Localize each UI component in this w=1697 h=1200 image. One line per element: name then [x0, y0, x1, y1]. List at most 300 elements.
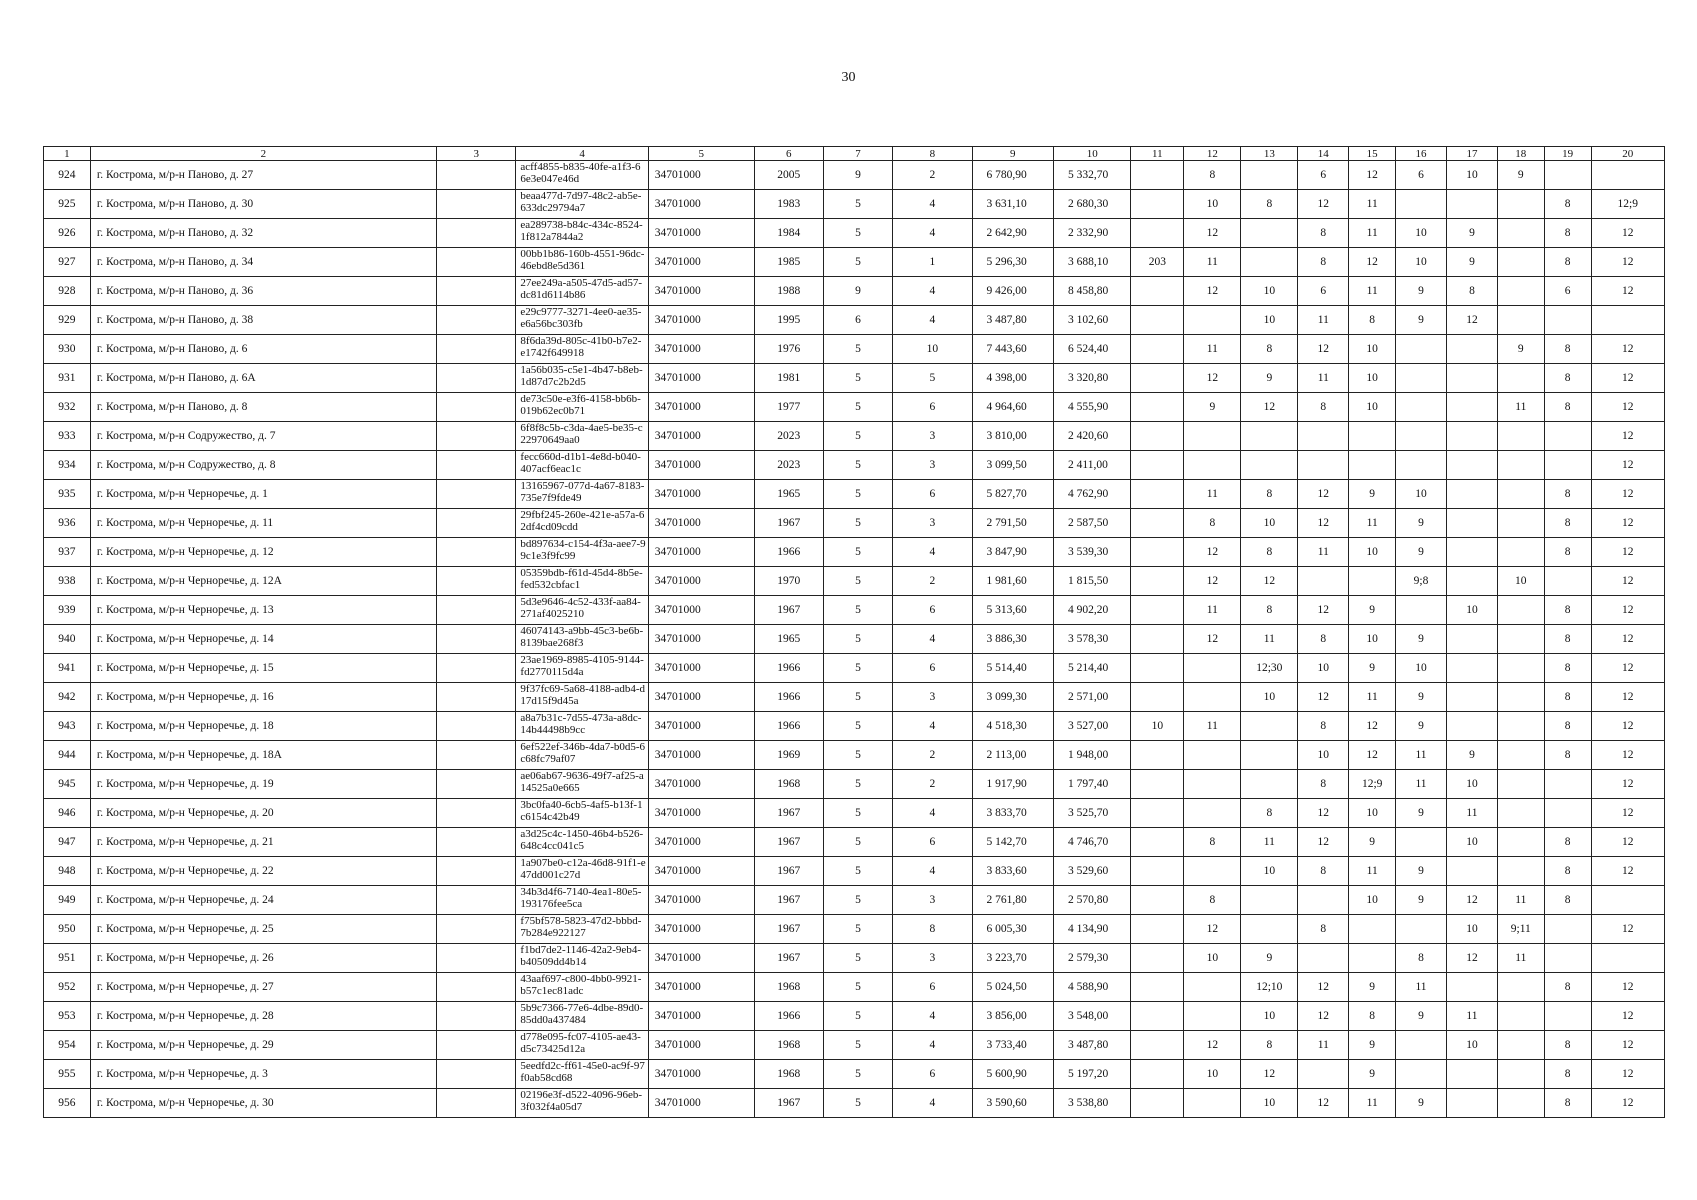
table-cell: 11	[1349, 219, 1396, 248]
table-cell	[1131, 190, 1184, 219]
table-cell: 946	[44, 799, 91, 828]
table-cell	[1497, 190, 1544, 219]
table-row	[44, 770, 1665, 799]
table-cell: 2 761,80	[972, 886, 1053, 915]
table-cell: г. Кострома, м/р-н Черноречье, д. 27	[90, 973, 436, 1002]
table-cell	[1591, 306, 1664, 335]
table-row	[44, 741, 1665, 770]
table-cell: 9	[1396, 509, 1447, 538]
table-cell: 8	[1544, 973, 1591, 1002]
table-cell: 5	[823, 712, 892, 741]
table-cell: 34701000	[648, 509, 754, 538]
table-cell	[1241, 161, 1298, 190]
table-cell	[1131, 335, 1184, 364]
table-cell: 9	[1396, 799, 1447, 828]
table-cell	[437, 393, 516, 422]
table-cell: 10	[1241, 509, 1298, 538]
table-cell: 8	[1544, 190, 1591, 219]
table-cell: 948	[44, 857, 91, 886]
table-cell: 8	[1241, 1031, 1298, 1060]
table-cell	[437, 1002, 516, 1031]
table-cell: 939	[44, 596, 91, 625]
table-cell: 2 571,00	[1054, 683, 1131, 712]
table-cell: г. Кострома, м/р-н Паново, д. 32	[90, 219, 436, 248]
table-cell: 12	[1184, 625, 1241, 654]
table-cell: 1967	[754, 944, 823, 973]
table-cell: 3 538,80	[1054, 1089, 1131, 1118]
column-header: 13	[1241, 147, 1298, 161]
table-cell: 12	[1591, 509, 1664, 538]
table-cell	[1298, 422, 1349, 451]
table-cell: 6ef522ef-346b-4da7-b0d5-6c68fc79af07	[516, 741, 648, 770]
table-cell: 12	[1184, 567, 1241, 596]
table-cell: 11	[1241, 828, 1298, 857]
table-cell	[1497, 1089, 1544, 1118]
table-cell	[437, 538, 516, 567]
table-cell	[1131, 306, 1184, 335]
table-cell: 5	[893, 364, 972, 393]
table-cell: 2 113,00	[972, 741, 1053, 770]
table-cell: 2005	[754, 161, 823, 190]
table-cell	[1591, 944, 1664, 973]
table-cell	[1497, 219, 1544, 248]
table-cell: 3 487,80	[972, 306, 1053, 335]
table-cell: 928	[44, 277, 91, 306]
table-cell	[1131, 451, 1184, 480]
table-cell	[437, 857, 516, 886]
table-cell: 8	[1544, 1089, 1591, 1118]
table-cell: 34701000	[648, 944, 754, 973]
table-cell	[1446, 335, 1497, 364]
table-cell: 1966	[754, 683, 823, 712]
table-cell: 1965	[754, 480, 823, 509]
table-cell: 5	[823, 944, 892, 973]
table-row	[44, 422, 1665, 451]
table-cell: 1a907be0-c12a-46d8-91f1-e47dd001c27d	[516, 857, 648, 886]
table-cell: 10	[1131, 712, 1184, 741]
table-cell	[1544, 915, 1591, 944]
table-cell: 5	[823, 1060, 892, 1089]
table-cell: 10	[1349, 364, 1396, 393]
table-cell: 2 791,50	[972, 509, 1053, 538]
table-cell: 5	[823, 393, 892, 422]
table-cell: 12	[1591, 828, 1664, 857]
table-cell: 10	[1446, 596, 1497, 625]
table-cell: 8	[1298, 915, 1349, 944]
table-cell: 12	[1591, 277, 1664, 306]
table-cell: 11	[1241, 625, 1298, 654]
table-cell: 5 296,30	[972, 248, 1053, 277]
table-cell: 12	[1591, 799, 1664, 828]
column-header: 5	[648, 147, 754, 161]
table-cell: 5eedfd2c-ff61-45e0-ac9f-97f0ab58cd68	[516, 1060, 648, 1089]
table-cell: 5	[823, 973, 892, 1002]
table-row	[44, 683, 1665, 712]
table-cell: 3 733,40	[972, 1031, 1053, 1060]
table-cell: 12	[1591, 596, 1664, 625]
table-cell: 9	[1497, 335, 1544, 364]
table-cell: 8	[1544, 596, 1591, 625]
table-cell: 8	[1544, 335, 1591, 364]
table-row	[44, 364, 1665, 393]
table-cell: 12	[1591, 422, 1664, 451]
table-cell: 5 214,40	[1054, 654, 1131, 683]
table-cell: 10	[1184, 944, 1241, 973]
table-cell: 1967	[754, 857, 823, 886]
table-cell: 34701000	[648, 886, 754, 915]
table-cell	[1131, 567, 1184, 596]
table-cell: 12	[1591, 248, 1664, 277]
table-cell: 8	[1349, 1002, 1396, 1031]
table-cell	[1396, 451, 1447, 480]
table-cell: 11	[1184, 335, 1241, 364]
table-cell: ae06ab67-9636-49f7-af25-a14525a0e665	[516, 770, 648, 799]
table-cell: 6	[893, 654, 972, 683]
table-cell: 6	[1298, 277, 1349, 306]
table-cell: 12	[1446, 886, 1497, 915]
table-cell	[1298, 886, 1349, 915]
column-header: 2	[90, 147, 436, 161]
table-cell: 34701000	[648, 335, 754, 364]
table-cell: 10	[1349, 799, 1396, 828]
table-cell: 12	[1349, 712, 1396, 741]
table-cell	[1241, 770, 1298, 799]
table-cell: г. Кострома, м/р-н Черноречье, д. 18А	[90, 741, 436, 770]
table-cell	[1497, 306, 1544, 335]
table-row	[44, 509, 1665, 538]
column-header: 15	[1349, 147, 1396, 161]
table-cell: 11	[1184, 248, 1241, 277]
table-cell: 10	[1241, 683, 1298, 712]
table-cell	[1446, 683, 1497, 712]
table-cell: 10	[1241, 1002, 1298, 1031]
table-cell: 34701000	[648, 393, 754, 422]
table-row	[44, 654, 1665, 683]
table-cell	[437, 828, 516, 857]
table-cell	[1497, 451, 1544, 480]
table-cell	[437, 799, 516, 828]
table-cell: 8	[1298, 712, 1349, 741]
table-cell	[437, 625, 516, 654]
table-row	[44, 451, 1665, 480]
table-cell: 9	[1241, 364, 1298, 393]
table-cell	[1298, 567, 1349, 596]
table-cell: 9	[1349, 973, 1396, 1002]
table-cell	[1131, 915, 1184, 944]
table-cell: 4	[893, 219, 972, 248]
table-cell: 4	[893, 625, 972, 654]
table-cell: 12	[1241, 1060, 1298, 1089]
table-cell	[1184, 973, 1241, 1002]
table-row	[44, 567, 1665, 596]
table-row	[44, 886, 1665, 915]
table-cell: 13165967-077d-4a67-8183-735e7f9fde49	[516, 480, 648, 509]
table-cell: fecc660d-d1b1-4e8d-b040-407acf6eac1c	[516, 451, 648, 480]
table-cell: 5	[823, 335, 892, 364]
table-cell: 43aaf697-c800-4bb0-9921-b57c1ec81adc	[516, 973, 648, 1002]
table-cell: 1966	[754, 538, 823, 567]
table-cell: 949	[44, 886, 91, 915]
table-cell: 12	[1591, 393, 1664, 422]
table-cell	[1396, 393, 1447, 422]
table-cell	[1131, 770, 1184, 799]
table-row	[44, 306, 1665, 335]
table-cell	[437, 741, 516, 770]
table-cell: 3 487,80	[1054, 1031, 1131, 1060]
table-cell: 5	[823, 364, 892, 393]
table-cell	[1446, 857, 1497, 886]
table-cell: г. Кострома, м/р-н Черноречье, д. 12	[90, 538, 436, 567]
column-header: 17	[1446, 147, 1497, 161]
table-cell	[1497, 1060, 1544, 1089]
table-cell: г. Кострома, м/р-н Черноречье, д. 22	[90, 857, 436, 886]
table-cell	[1131, 538, 1184, 567]
table-cell	[1497, 683, 1544, 712]
table-cell: d778e095-fc07-4105-ae43-d5c73425d12a	[516, 1031, 648, 1060]
table-cell: 11	[1446, 1002, 1497, 1031]
table-cell	[1131, 828, 1184, 857]
table-cell: 34701000	[648, 306, 754, 335]
table-cell: 8	[1544, 248, 1591, 277]
table-cell: 4 964,60	[972, 393, 1053, 422]
table-cell: 9	[1396, 857, 1447, 886]
table-cell: 2 680,30	[1054, 190, 1131, 219]
table-row	[44, 1060, 1665, 1089]
table-cell: 951	[44, 944, 91, 973]
table-cell: г. Кострома, м/р-н Черноречье, д. 28	[90, 1002, 436, 1031]
table-cell: 1965	[754, 625, 823, 654]
table-cell: 27ee249a-a505-47d5-ad57-dc81d6114b86	[516, 277, 648, 306]
table-cell	[1544, 306, 1591, 335]
table-cell: 11	[1497, 944, 1544, 973]
table-cell	[1446, 654, 1497, 683]
table-cell: 6	[893, 1060, 972, 1089]
table-cell	[1396, 915, 1447, 944]
table-cell: 3 590,60	[972, 1089, 1053, 1118]
table-cell: ea289738-b84c-434c-8524-1f812a7844a2	[516, 219, 648, 248]
table-cell: 5 024,50	[972, 973, 1053, 1002]
table-cell: г. Кострома, м/р-н Черноречье, д. 14	[90, 625, 436, 654]
table-cell	[1184, 741, 1241, 770]
table-cell: 9	[1349, 596, 1396, 625]
table-cell	[437, 335, 516, 364]
table-cell: 1967	[754, 828, 823, 857]
table-row	[44, 480, 1665, 509]
table-cell	[1184, 422, 1241, 451]
table-cell	[1184, 683, 1241, 712]
table-cell: de73c50e-e3f6-4158-bb6b-019b62ec0b71	[516, 393, 648, 422]
table-cell: e29c9777-3271-4ee0-ae35-e6a56bc303fb	[516, 306, 648, 335]
table-body	[44, 161, 1665, 1118]
table-row	[44, 1089, 1665, 1118]
table-cell: 11	[1349, 190, 1396, 219]
table-cell: 934	[44, 451, 91, 480]
table-cell: 3bc0fa40-6cb5-4af5-b13f-1c6154c42b49	[516, 799, 648, 828]
table-row	[44, 596, 1665, 625]
table-cell: 34701000	[648, 422, 754, 451]
table-cell	[1184, 1089, 1241, 1118]
table-cell: 10	[1298, 741, 1349, 770]
table-row	[44, 828, 1665, 857]
table-cell: г. Кострома, м/р-н Черноречье, д. 11	[90, 509, 436, 538]
table-cell: 29fbf245-260e-421e-a57a-62df4cd09cdd	[516, 509, 648, 538]
table-cell	[437, 973, 516, 1002]
table-cell: 2 579,30	[1054, 944, 1131, 973]
table-cell: 34701000	[648, 712, 754, 741]
column-header: 12	[1184, 147, 1241, 161]
table-cell: bd897634-c154-4f3a-aee7-99c1e3f9fc99	[516, 538, 648, 567]
table-cell: 4 902,20	[1054, 596, 1131, 625]
table-cell: 12	[1591, 480, 1664, 509]
table-cell: 4	[893, 306, 972, 335]
table-cell: 1984	[754, 219, 823, 248]
table-cell: 34701000	[648, 683, 754, 712]
table-cell: г. Кострома, м/р-н Содружество, д. 8	[90, 451, 436, 480]
table-cell: 10	[1446, 161, 1497, 190]
table-cell: г. Кострома, м/р-н Содружество, д. 7	[90, 422, 436, 451]
table-cell: 8	[1544, 1060, 1591, 1089]
table-cell: 5	[823, 451, 892, 480]
column-header: 14	[1298, 147, 1349, 161]
table-cell: 34701000	[648, 277, 754, 306]
table-cell	[437, 364, 516, 393]
table-cell: 4	[893, 1089, 972, 1118]
table-cell: 34b3d4f6-7140-4ea1-80e5-193176fee5ca	[516, 886, 648, 915]
table-cell: 10	[1396, 480, 1447, 509]
table-cell: 5 514,40	[972, 654, 1053, 683]
table-cell: 8	[1241, 190, 1298, 219]
table-cell	[1446, 625, 1497, 654]
table-cell: 8	[1544, 828, 1591, 857]
table-cell: 9	[1396, 712, 1447, 741]
table-cell: 8	[1544, 886, 1591, 915]
table-cell: г. Кострома, м/р-н Черноречье, д. 16	[90, 683, 436, 712]
table-cell: 12	[1591, 625, 1664, 654]
table-cell: 3 810,00	[972, 422, 1053, 451]
table-cell: 4 555,90	[1054, 393, 1131, 422]
table-cell: 1967	[754, 886, 823, 915]
table-row	[44, 857, 1665, 886]
table-cell	[1396, 364, 1447, 393]
table-cell	[437, 683, 516, 712]
table-cell: 5	[823, 1031, 892, 1060]
table-cell: 12	[1591, 683, 1664, 712]
table-cell: 8	[1544, 683, 1591, 712]
table-cell: 11	[1349, 857, 1396, 886]
table-cell: 12	[1591, 857, 1664, 886]
table-cell: 1995	[754, 306, 823, 335]
table-cell	[1446, 509, 1497, 538]
table-cell: 12	[1298, 683, 1349, 712]
table-cell	[437, 596, 516, 625]
table-cell: 11	[1184, 480, 1241, 509]
table-cell: 1966	[754, 654, 823, 683]
table-cell: 932	[44, 393, 91, 422]
table-cell: 11	[1298, 306, 1349, 335]
table-cell	[1241, 915, 1298, 944]
table-cell: 34701000	[648, 828, 754, 857]
table-cell	[1497, 596, 1544, 625]
table-cell: 9	[1396, 277, 1447, 306]
table-row	[44, 219, 1665, 248]
table-cell: 9	[1349, 1060, 1396, 1089]
table-cell: 9	[1396, 625, 1447, 654]
table-cell: 2023	[754, 451, 823, 480]
table-cell: 3 631,10	[972, 190, 1053, 219]
table-cell	[1184, 1002, 1241, 1031]
table-cell	[1446, 393, 1497, 422]
table-cell	[1446, 190, 1497, 219]
table-cell: 5	[823, 567, 892, 596]
table-cell	[1446, 451, 1497, 480]
column-header: 10	[1054, 147, 1131, 161]
table-cell: a8a7b31c-7d55-473a-a8dc-14b44498b9cc	[516, 712, 648, 741]
table-row	[44, 1031, 1665, 1060]
table-cell: 9;8	[1396, 567, 1447, 596]
table-cell	[1131, 509, 1184, 538]
table-cell	[1298, 1060, 1349, 1089]
table-cell: 7 443,60	[972, 335, 1053, 364]
table-cell	[1396, 1031, 1447, 1060]
table-cell: 8	[1544, 393, 1591, 422]
table-cell: 9	[1396, 1089, 1447, 1118]
table-cell: 3 856,00	[972, 1002, 1053, 1031]
table-cell: 5 197,20	[1054, 1060, 1131, 1089]
table-cell: 4 762,90	[1054, 480, 1131, 509]
table-cell: 10	[1396, 219, 1447, 248]
table-cell: 9	[1446, 741, 1497, 770]
table-cell: г. Кострома, м/р-н Черноречье, д. 1	[90, 480, 436, 509]
table-cell: 12	[1298, 1002, 1349, 1031]
table-cell: 9	[1446, 248, 1497, 277]
table-cell	[1131, 277, 1184, 306]
table-cell: 12	[1349, 161, 1396, 190]
column-header: 11	[1131, 147, 1184, 161]
table-cell: 945	[44, 770, 91, 799]
table-cell: 4	[893, 1031, 972, 1060]
table-cell: 4 746,70	[1054, 828, 1131, 857]
column-header: 4	[516, 147, 648, 161]
table-cell: 8 458,80	[1054, 277, 1131, 306]
table-cell: 12	[1184, 277, 1241, 306]
table-cell: г. Кострома, м/р-н Черноречье, д. 19	[90, 770, 436, 799]
table-cell: г. Кострома, м/р-н Паново, д. 27	[90, 161, 436, 190]
table-cell	[1544, 422, 1591, 451]
table-cell: 02196e3f-d522-4096-96eb-3f032f4a05d7	[516, 1089, 648, 1118]
table-cell	[1131, 480, 1184, 509]
table-cell	[1131, 161, 1184, 190]
table-row	[44, 538, 1665, 567]
table-cell	[1131, 799, 1184, 828]
table-cell: 9	[1396, 538, 1447, 567]
table-cell: 5	[823, 886, 892, 915]
table-cell: 12	[1298, 190, 1349, 219]
table-cell: 12	[1349, 741, 1396, 770]
table-cell: 8	[1241, 335, 1298, 364]
table-cell: 11	[1349, 1089, 1396, 1118]
table-cell: 8	[1298, 625, 1349, 654]
table-cell: 34701000	[648, 190, 754, 219]
table-cell: 1 981,60	[972, 567, 1053, 596]
table-cell: 5d3e9646-4c52-433f-aa84-271af4025210	[516, 596, 648, 625]
table-cell: 12	[1298, 509, 1349, 538]
table-cell: 1988	[754, 277, 823, 306]
table-cell: г. Кострома, м/р-н Черноречье, д. 13	[90, 596, 436, 625]
table-cell: г. Кострома, м/р-н Черноречье, д. 26	[90, 944, 436, 973]
table-cell: 34701000	[648, 654, 754, 683]
table-cell: 11	[1396, 741, 1447, 770]
table-cell: 8	[1544, 480, 1591, 509]
